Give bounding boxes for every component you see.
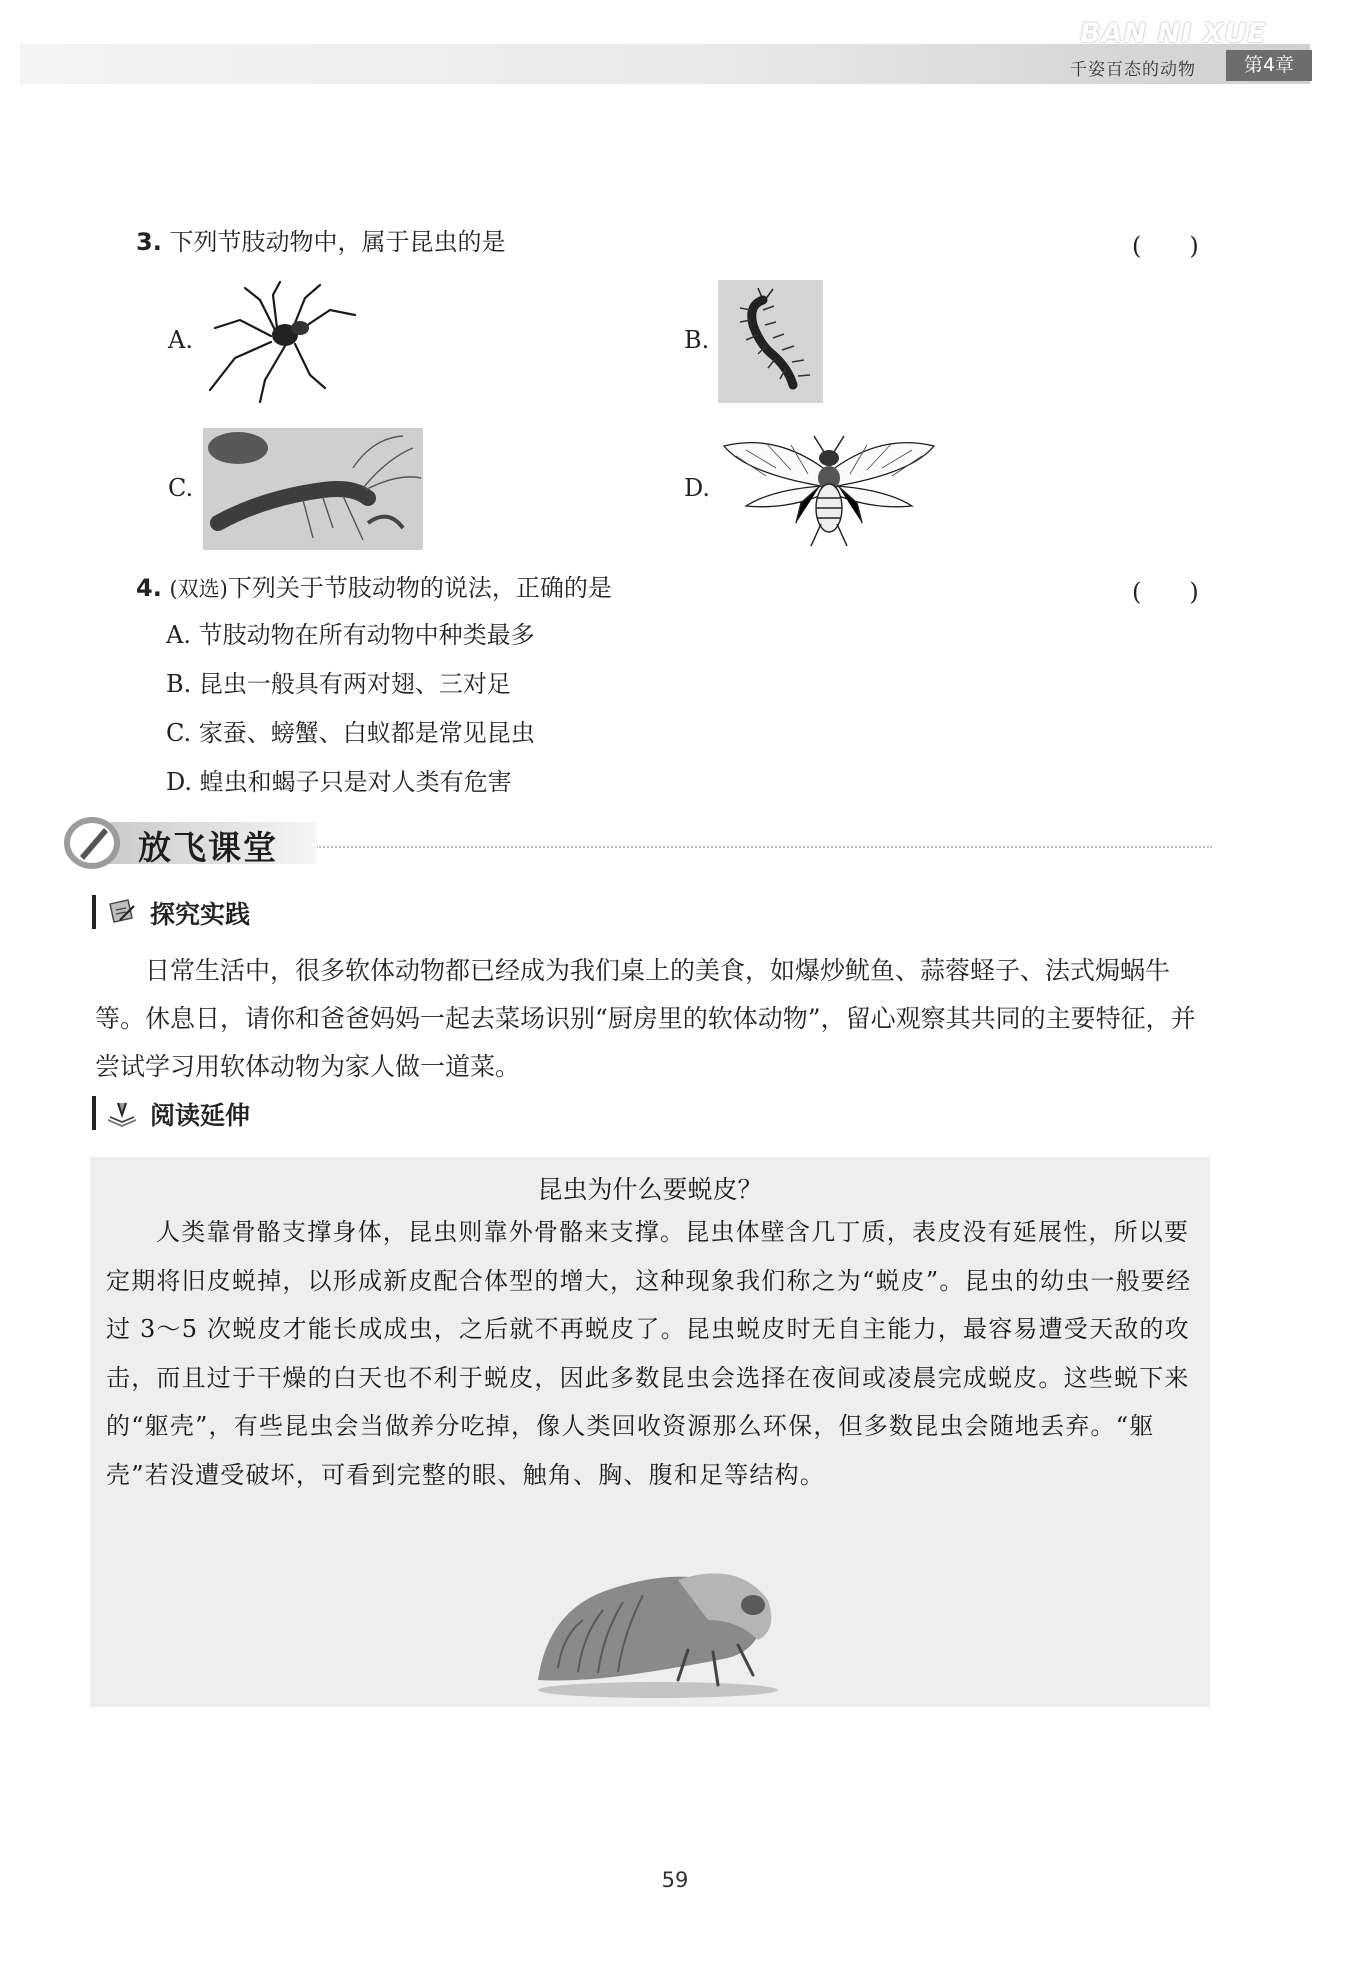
centipede-icon[interactable] (718, 280, 823, 403)
q4-option-c[interactable]: C. 家蚕、螃蟹、白蚁都是常见昆虫 (166, 719, 535, 747)
section-title: 放飞课堂 (138, 828, 278, 867)
q3-option-b-letter: B. (684, 326, 710, 354)
q4-text: 下列关于节肢动物的说法，正确的是 (227, 574, 612, 602)
q4-option-d[interactable]: D. 蝗虫和蝎子只是对人类有危害 (166, 768, 512, 796)
q3-answer-blank[interactable]: ( ) (1132, 232, 1199, 260)
header-chapter-badge: 第4章 (1226, 50, 1312, 81)
article-body: 人类靠骨骼支撑身体，昆虫则靠外骨骼来支撑。昆虫体壁含几丁质，表皮没有延展性，所以要定期将旧皮蜕掉，以形成新皮配合体型的增大，这种现象我们称之为“蜕皮”。昆虫的幼虫一般要经过 3～5 次蜕皮才能长成成虫，之后就不再蜕皮了。昆虫蜕皮时无自主能力，最容易遭受天敌的攻击，而且过于干燥的白天也不利于蜕皮，因此多数昆虫会选择在夜间或凌晨完成蜕皮。这些蜕下来的“躯壳”，有些昆虫会当做养分吃掉，像人类回收资源那么环保，但多数昆虫会随地丢弃。“躯壳”若没遭受破坏，可看到完整的眼、触角、胸、腹和足等结构。 (106, 1218, 1192, 1489)
q3-stem (136, 226, 505, 258)
centipede-photo (718, 280, 823, 403)
article-title: 昆虫为什么要蜕皮？ (537, 1175, 763, 1204)
section-divider (316, 846, 1212, 848)
q3-number: 3. (136, 228, 162, 256)
explore-title: 探究实践 (150, 900, 251, 929)
q4-number: 4. (136, 574, 162, 602)
page-number: 59 (661, 1868, 689, 1892)
q4-tag: (双选) (169, 577, 228, 601)
shrimp-photo (203, 428, 423, 550)
q3-text: 下列节肢动物中，属于昆虫的是 (169, 228, 506, 256)
header-topic: 千姿百态的动物 (1070, 60, 1196, 80)
q3-option-d-letter: D. (684, 474, 711, 502)
reading-title: 阅读延伸 (150, 1101, 251, 1130)
q4-answer-blank[interactable]: ( ) (1132, 578, 1199, 606)
explore-bar (92, 895, 96, 929)
q4-option-a[interactable]: A. 节肢动物在所有动物中种类最多 (166, 621, 535, 649)
book-icon (106, 1099, 138, 1127)
q3-option-a-letter: A. (168, 326, 193, 354)
shrimp-icon[interactable] (203, 428, 423, 550)
reading-bar (92, 1096, 96, 1130)
header-brand: BAN NI XUE (1080, 18, 1267, 49)
q4-stem (136, 572, 612, 605)
q3-option-c-letter: C. (168, 474, 194, 502)
q4-option-b[interactable]: B. 昆虫一般具有两对翅、三对足 (166, 670, 511, 698)
bee-icon[interactable] (716, 428, 942, 553)
spider-icon[interactable] (205, 280, 365, 405)
explore-body: 日常生活中，很多软体动物都已经成为我们桌上的美食，如爆炒鱿鱼、蒜蓉蛏子、法式焗蜗牛等。休息日，请你和爸爸妈妈一起去菜场识别“厨房里的软体动物”，留心观察其共同的主要特征，并尝试学习用软体动物为家人做一道菜。 (95, 956, 1196, 1081)
explore-icon (106, 898, 136, 926)
cicada-shell-icon (528, 1540, 788, 1700)
